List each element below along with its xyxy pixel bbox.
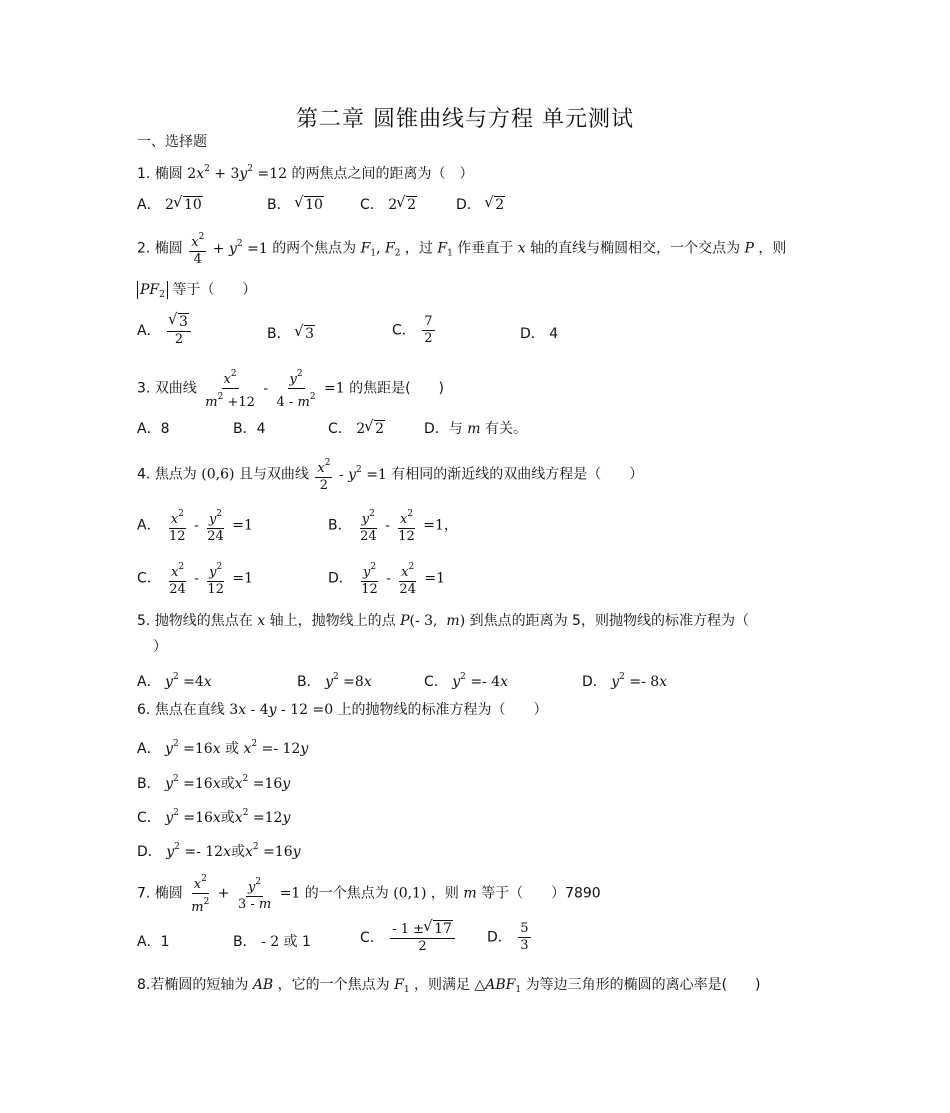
question-2-line2: $PF_2$ 等于（ ） bbox=[137, 281, 256, 299]
option-label: A． bbox=[137, 741, 161, 757]
q4-option-a[interactable]: A． $\frac{x^2}{12}$ - $\frac{y^2}{24}$ =1 bbox=[137, 506, 253, 545]
or-text: 或 bbox=[220, 810, 235, 826]
question-6: 6. 焦点在直线 3x - 4y - 12 =0 上的抛物线的标准方程为（ ） bbox=[137, 702, 548, 718]
question-text: 等于（ ） bbox=[172, 282, 257, 298]
q7-option-a[interactable]: A．1 bbox=[137, 934, 170, 950]
option-value: 4 bbox=[549, 326, 559, 342]
q3-option-b[interactable]: B．4 bbox=[233, 421, 266, 437]
question-text: ，它的一个焦点为 bbox=[277, 977, 390, 993]
option-label: B． bbox=[267, 326, 291, 342]
question-label: 椭圆 bbox=[154, 166, 183, 182]
q1-option-b[interactable]: B． √ 10 bbox=[267, 196, 324, 214]
q2-option-d[interactable] bbox=[520, 325, 558, 343]
option-label: B． bbox=[233, 934, 257, 950]
option-label: D． bbox=[137, 844, 162, 860]
q5-option-b[interactable]: B． $y^2 =8x$ bbox=[297, 672, 372, 690]
option-label: D． bbox=[456, 197, 481, 213]
question-text: 的焦距是( ) bbox=[349, 380, 445, 397]
question-text: 为等边三角形的椭圆的离心率是( ) bbox=[525, 977, 761, 993]
question-text: 等于（ ）7890 bbox=[481, 885, 601, 902]
q4-option-d[interactable]: D． $\frac{y^2}{12}$ - $\frac{x^2}{24}$ =1 bbox=[328, 559, 445, 598]
q1-option-c[interactable]: C． 2√ 2 bbox=[360, 196, 417, 214]
question-3: 3. 双曲线 $\frac{x^2}{m^2 +12}$ - $\frac{y^2}{4 - m^2}$ =1 的焦距是( ) bbox=[137, 366, 444, 411]
option-label: A． bbox=[137, 197, 161, 213]
question-text: ，则满足 bbox=[414, 977, 471, 993]
q6-option-a[interactable]: A． $y^2 =16x$ 或 $x^2 =- 12y$ bbox=[137, 739, 309, 757]
question-text: 轴的直线与椭圆相交，一个交点为 bbox=[530, 240, 741, 257]
question-7: 7. 椭圆 $\frac{x^2}{m^2}$ + $\frac{y^2}{3 - m}$ =1 的一个焦点为 (0,1) ，则 m 等于（ ）7890 bbox=[137, 871, 601, 916]
q1-option-a[interactable]: A． 2√ 10 bbox=[137, 196, 203, 214]
question-text: 且与双曲线 bbox=[238, 466, 309, 483]
option-label: B． bbox=[137, 776, 161, 792]
option-label: C． bbox=[360, 930, 384, 946]
question-4: 4. 焦点为 (0,6) 且与双曲线 $\frac{x^2}{2}$ - $y^2 =1$ 有相同的渐近线的双曲线方程是（ ） bbox=[137, 455, 643, 494]
option-label: D．与 bbox=[424, 421, 463, 437]
question-text: 作垂直于 bbox=[457, 240, 514, 257]
question-number: 2. bbox=[137, 240, 151, 257]
q3-option-a[interactable]: A．8 bbox=[137, 421, 170, 437]
q1-option-d[interactable]: D． √ 2 bbox=[456, 196, 505, 214]
question-text: 的两焦点之间的距离为（ ） bbox=[291, 166, 474, 182]
q2-option-c[interactable]: C． $\frac{7}{2}$ bbox=[392, 314, 433, 346]
option-label: C． bbox=[392, 322, 416, 339]
q3-option-d[interactable]: D．与 m 有关。 bbox=[424, 421, 527, 437]
question-label: 双曲线 bbox=[154, 380, 197, 397]
q7-option-d[interactable]: D． $\frac{5}{3}$ bbox=[487, 921, 529, 953]
question-text: 到焦点的距离为 5，则抛物线的标准方程为（ bbox=[469, 613, 749, 629]
question-label: 抛物线的焦点在 bbox=[154, 613, 253, 629]
question-number: 7. bbox=[137, 885, 151, 902]
option-label: B． bbox=[297, 674, 321, 690]
option-text: 有关。 bbox=[484, 421, 527, 437]
question-number: 3. bbox=[137, 380, 151, 397]
page-title: 第二章 圆锥曲线与方程 单元测试 bbox=[296, 107, 634, 132]
question-text: ，过 bbox=[404, 240, 433, 257]
option-label: C． bbox=[137, 810, 161, 826]
option-label: D． bbox=[520, 326, 545, 342]
or-text: 或 bbox=[220, 776, 235, 792]
option-label: A． bbox=[137, 517, 161, 534]
q2-option-b[interactable]: B． √ 3 bbox=[267, 325, 315, 343]
question-1 bbox=[137, 160, 473, 183]
option-label: A． bbox=[137, 323, 161, 339]
option-label: B． bbox=[328, 517, 352, 534]
question-5-line2: ） bbox=[153, 639, 167, 655]
q7-option-c[interactable]: C． $\frac{- 1 \pm√ 17}{2}$ bbox=[360, 921, 457, 955]
question-label: 椭圆 bbox=[154, 240, 183, 257]
q2-option-a[interactable]: A． √ $\frac{3}{2}$ bbox=[137, 314, 193, 348]
question-number: 6. bbox=[137, 702, 151, 718]
option-text: 或 1 bbox=[283, 934, 311, 950]
question-5: 5. 抛物线的焦点在 x 轴上，抛物线上的点 P(- 3, m) 到焦点的距离为 5，则抛物线的标准方程为（ bbox=[137, 613, 749, 629]
question-text: 轴上，抛物线上的点 bbox=[269, 613, 396, 629]
option-label: C． bbox=[360, 197, 384, 213]
question-label: 焦点为 bbox=[154, 466, 197, 483]
or-text: 或 bbox=[230, 844, 245, 860]
q4-option-c[interactable]: C． $\frac{x^2}{24}$ - $\frac{y^2}{12}$ =1 bbox=[137, 559, 253, 598]
question-number: 1. bbox=[137, 166, 151, 182]
question-label: 焦点在直线 bbox=[154, 702, 225, 718]
question-number: 5. bbox=[137, 613, 151, 629]
question-label: 椭圆 bbox=[154, 885, 183, 902]
question-text: 上的抛物线的标准方程为（ ） bbox=[337, 702, 548, 718]
question-text: 若椭圆的短轴为 bbox=[150, 977, 249, 993]
q6-option-c[interactable]: C． $y^2 =16x$或$x^2 =12y$ bbox=[137, 808, 291, 826]
q6-option-d[interactable]: D． $y^2 =- 12x$或$x^2 =16y$ bbox=[137, 842, 301, 860]
question-text: ，则 bbox=[758, 240, 787, 257]
question-text: 的两个焦点为 bbox=[272, 240, 357, 257]
question-text: 有相同的渐近线的双曲线方程是（ ） bbox=[391, 466, 644, 483]
option-label: D． bbox=[328, 570, 353, 587]
q5-option-a[interactable]: A． $y^2 =4x$ bbox=[137, 672, 212, 690]
option-label: C． bbox=[137, 570, 161, 587]
q6-option-b[interactable]: B． $y^2 =16x$或$x^2 =16y$ bbox=[137, 774, 291, 792]
q5-option-d[interactable]: D． $y^2 =- 8x$ bbox=[582, 672, 668, 690]
question-text: 的一个焦点为 bbox=[304, 885, 389, 902]
question-number: 4. bbox=[137, 466, 151, 483]
q5-option-c[interactable]: C． $y^2 =- 4x$ bbox=[424, 672, 509, 690]
q7-option-b[interactable]: B． - 2 或 1 bbox=[233, 934, 311, 950]
question-8: 8.若椭圆的短轴为 AB ，它的一个焦点为 $F_1$ ，则满足 $\triangle ABF_1$ 为等边三角形的椭圆的离心率是( ) bbox=[137, 977, 761, 995]
section-heading: 一、选择题 bbox=[137, 134, 207, 150]
or-text: 或 bbox=[225, 741, 240, 757]
question-2: 2. 椭圆 $\frac{x^2}{4}$ + $y^2 =1$ 的两个焦点为 $F_1$, $F_2$ ，过 $F_1$ 作垂直于 x 轴的直线与椭圆相交，一个交点为 P ，则 bbox=[137, 229, 786, 268]
question-number: 8. bbox=[137, 977, 151, 993]
option-text: ， bbox=[443, 517, 458, 534]
q4-option-b[interactable]: B． $\frac{y^2}{24}$ - $\frac{x^2}{12}$ =1， bbox=[328, 506, 458, 545]
option-label: A． bbox=[137, 674, 161, 690]
option-label: C． bbox=[424, 674, 448, 690]
option-label: D． bbox=[582, 674, 607, 690]
q3-option-c[interactable]: C． 2√ 2 bbox=[328, 420, 385, 438]
question-text: ，则 bbox=[430, 885, 459, 902]
option-label: D． bbox=[487, 929, 512, 946]
equation: $2x^2 + 3y^2 =12$ bbox=[187, 164, 288, 182]
option-label: C． bbox=[328, 421, 352, 437]
option-label: B． bbox=[267, 197, 291, 213]
